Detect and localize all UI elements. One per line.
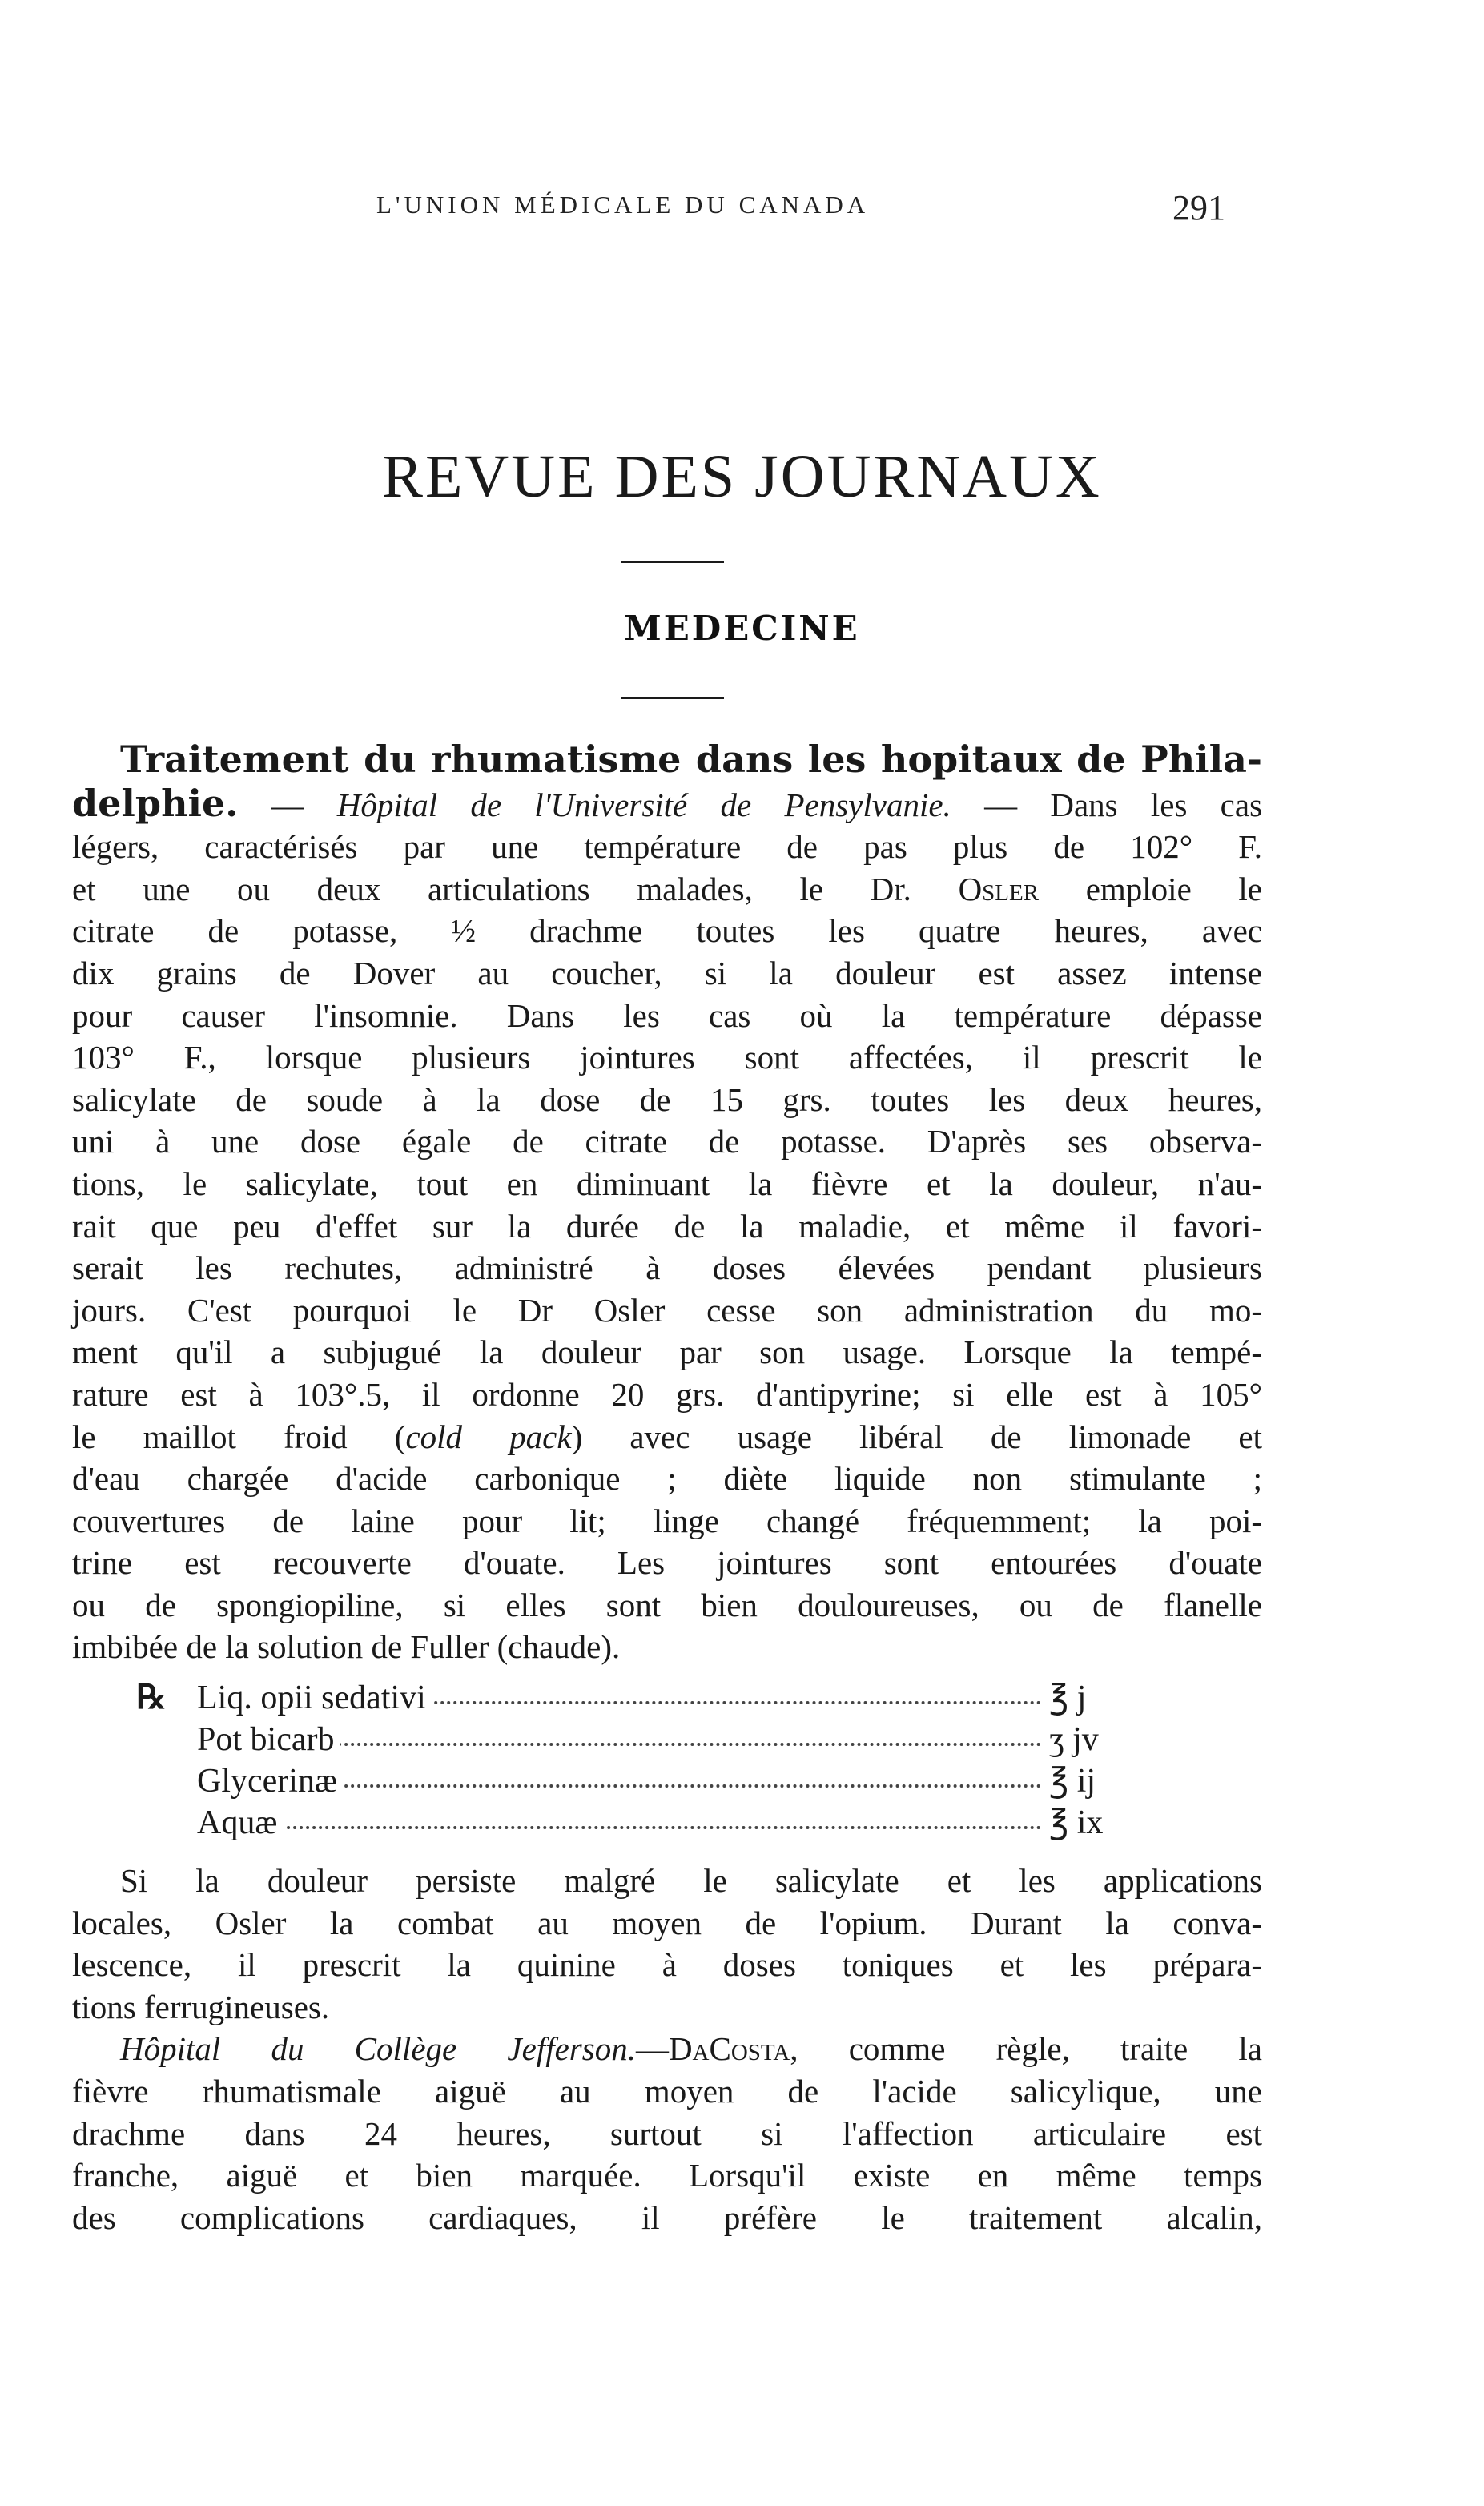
article-line: ment qu'il a subjugué la douleur par son usage. Lorsque la tempé-: [72, 1333, 1262, 1371]
article-line: imbibée de la solution de Fuller (chaude).: [72, 1628, 621, 1666]
article-line: uni à une dose égale de citrate de potasse. D'après ses observa-: [72, 1123, 1262, 1160]
ingredient-name: Pot bicarb: [197, 1721, 340, 1758]
article-line: rature est à 103°.5, il ordonne 20 grs. d'antipyrine; si elle est à 105°: [72, 1375, 1262, 1413]
article-line: citrate de potasse, ½ drachme toutes les quatre heures, avec: [72, 912, 1262, 950]
ingredient-quantity: ℥ ij: [1049, 1763, 1096, 1800]
article-heading-continued: delphie.: [72, 781, 239, 825]
article-line: ou de spongiopiline, si elles sont bien douloureuses, ou de flanelle: [72, 1586, 1262, 1623]
article-line: des complications cardiaques, il préfère le traitement alcalin,: [72, 2198, 1262, 2236]
divider-rule: [621, 697, 724, 699]
ingredient-quantity: ℥ j: [1049, 1679, 1087, 1716]
article-line: pour causer l'insomnie. Dans les cas où la température dépasse: [72, 996, 1262, 1034]
article-heading: Traitement du rhumatisme dans les hopitaux de Phila-: [120, 738, 1262, 781]
ingredient-quantity: ʒ jv: [1049, 1721, 1099, 1758]
article-line: Hôpital du Collège Jefferson.—DaCosta, comme règle, traite la: [120, 2030, 1262, 2068]
jefferson-source: Hôpital du Collège Jefferson.: [120, 2030, 636, 2068]
article-line: couvertures de laine pour lit; linge changé fréquemment; la poi-: [72, 1502, 1262, 1539]
article-line: dix grains de Dover au coucher, si la douleur est assez intense: [72, 954, 1262, 992]
article-line: drachme dans 24 heures, surtout si l'affection articulaire est: [72, 2114, 1262, 2152]
article-line: 103° F., lorsque plusieurs jointures sont affectées, il prescrit le: [72, 1039, 1262, 1076]
article-line: [72, 738, 1262, 782]
article-line: jours. C'est pourquoi le Dr Osler cesse son administration du mo-: [72, 1291, 1262, 1329]
article-continuation: [72, 1860, 1262, 2239]
article-line: légers, caractérisés par une température de pas plus de 102° F.: [72, 828, 1262, 866]
section-title: REVUE DES JOURNAUX: [382, 443, 1102, 510]
running-head: L'UNION MÉDICALE DU CANADA: [376, 191, 870, 219]
article-line: rait que peu d'effet sur la durée de la maladie, et même il favori-: [72, 1207, 1262, 1245]
article-line: le maillot froid (cold pack) avec usage libéral de limonade et: [72, 1418, 1262, 1455]
page-number: 291: [1172, 188, 1225, 227]
ingredient-name: Aquæ: [197, 1804, 284, 1841]
subsection-title: MEDECINE: [624, 609, 860, 648]
prescription: [136, 1677, 1137, 1844]
article-line: serait les rechutes, administré à doses élevées pendant plusieurs: [72, 1249, 1262, 1287]
cold-pack-term: cold pack: [405, 1418, 572, 1455]
ingredient-quantity: ℥ ix: [1049, 1804, 1104, 1841]
article-line: et une ou deux articulations malades, le Dr. Osler emploie le: [72, 870, 1262, 907]
ingredient-name: Liq. opii sedativi: [197, 1679, 432, 1716]
prescription-row: [136, 1719, 1137, 1760]
article-line: tions, le salicylate, tout en diminuant la fièvre et la douleur, n'au-: [72, 1165, 1262, 1202]
article-line: trine est recouverte d'ouate. Les jointures sont entourées d'ouate: [72, 1544, 1262, 1582]
leader-dots: [197, 1826, 1041, 1829]
article-line: tions ferrugineuses.: [72, 1988, 330, 2025]
divider-rule: [621, 561, 724, 563]
article-source: Hôpital de l'Université de Pensylvanie.: [336, 786, 951, 823]
article-body: [72, 738, 1262, 1668]
prescription-row: [136, 1802, 1137, 1844]
article-line: delphie. — Hôpital de l'Université de Pensylvanie. — Dans les cas: [72, 781, 1263, 825]
author-name: Osler: [958, 870, 1040, 907]
article-line: locales, Osler la combat au moyen de l'opium. Durant la conva-: [72, 1904, 1262, 1941]
prescription-row: [136, 1677, 1137, 1719]
article-line: Si la douleur persiste malgré le salicylate et les applications: [120, 1862, 1262, 1899]
article-line: franche, aiguë et bien marquée. Lorsqu'il existe en même temps: [72, 2157, 1262, 2194]
article-line: lescence, il prescrit la quinine à doses toniques et les prépara-: [72, 1946, 1262, 1984]
article-line: fièvre rhumatismale aiguë au moyen de l'acide salicylique, une: [72, 2072, 1262, 2110]
author-name: DaCosta: [668, 2030, 790, 2068]
article-line: salicylate de soude à la dose de 15 grs. toutes les deux heures,: [72, 1080, 1262, 1118]
ingredient-name: Glycerinæ: [197, 1763, 344, 1800]
prescription-row: [136, 1760, 1137, 1802]
article-line: d'eau chargée d'acide carbonique ; diète liquide non stimulante ;: [72, 1460, 1262, 1498]
recipe-symbol-icon: ℞: [136, 1679, 167, 1716]
